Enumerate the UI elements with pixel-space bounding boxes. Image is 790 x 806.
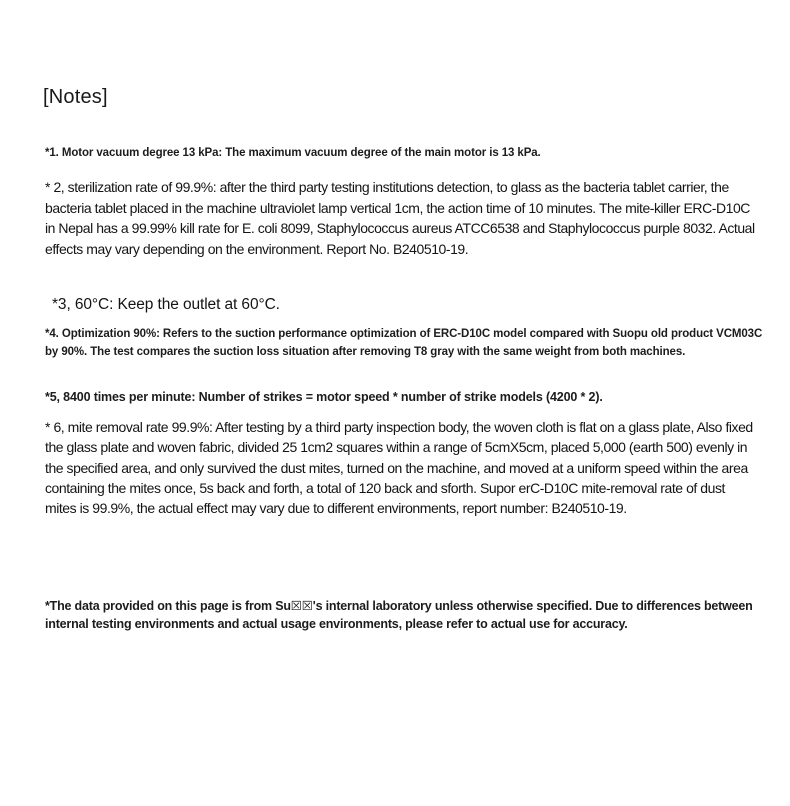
page-title: [Notes] [43,86,108,108]
note-6-mite-removal-rate: * 6, mite removal rate 99.9%: After testing by a third party inspection body, the woven cloth is flat on a glass plate, Also fixed the glass plate and woven fabric, divided 25 1cm2 squares within a range of 5cmX5cm, placed 5,000 (earth 500) evenly in the specified area, and only survived the dust mites, turned on the machine, and moved at a uniform speed within the area containing the mites once, 5s back and forth, a total of 120 back and sforth. Supor erC-D10C mite-removal rate of dust mites is 99.9%, the actual effect may vary due to different environments, report number: B240510-19. [45,419,753,517]
note-1-motor-vacuum: *1. Motor vacuum degree 13 kPa: The maximum vacuum degree of the main motor is 13 kPa. [45,147,541,159]
footer-disclaimer: *The data provided on this page is from Su☒☒'s internal laboratory unless otherwise specified. Due to differences between internal testing environments and actual usage environments, please refer to actual use for accuracy. [45,599,753,631]
note-4-optimization: *4. Optimization 90%: Refers to the suction performance optimization of ERC-D10C model compared with Suopu old product VCM03C by 90%. The test compares the suction loss situation after removing T8 gray with the same weight from both machines. [45,328,763,358]
note-5-strikes-per-minute: *5, 8400 times per minute: Number of strikes = motor speed * number of strike models (4200 * 2). [45,390,603,404]
note-2-sterilization-rate: * 2, sterilization rate of 99.9%: after the third party testing institutions detection, to glass as the bacteria tablet carrier, the bacteria tablet placed in the machine ultraviolet lamp vertical 1cm, the action time of 10 minutes. The mite-killer ERC-D10C in Nepal has a 99.99% kill rate for E. coli 8099, Staphylococcus aureus ATCC6538 and Staphylococcus purple 8032. Actual effects may vary depending on the environment. Report No. B240510-19. [45,179,755,257]
note-3-outlet-temperature: *3, 60°C: Keep the outlet at 60°C. [52,296,280,313]
